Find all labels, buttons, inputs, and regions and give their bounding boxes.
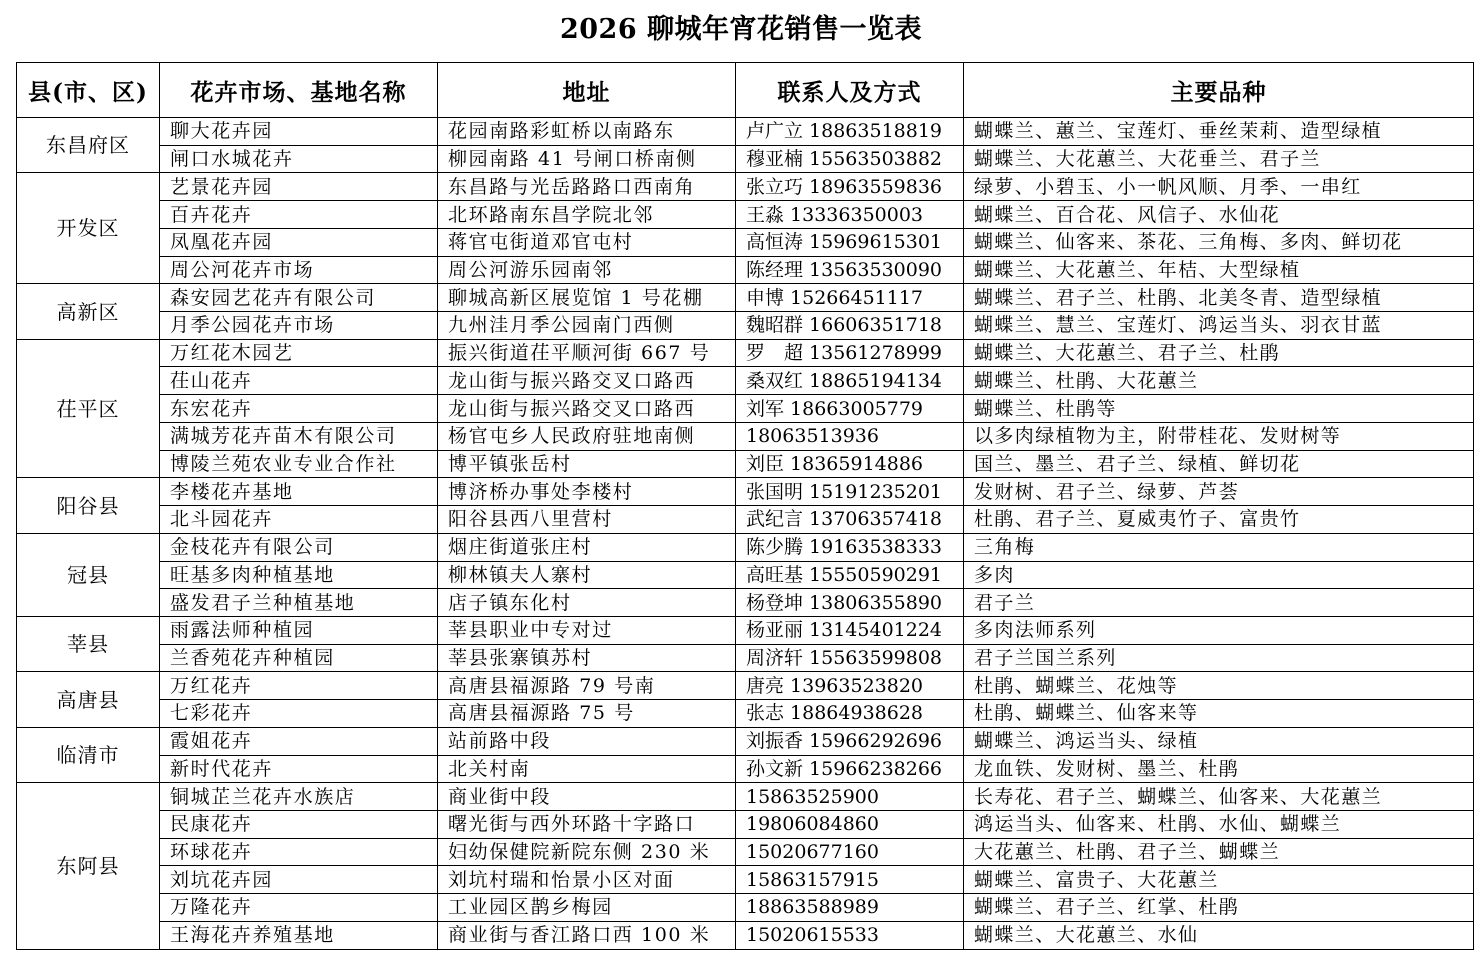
name-cell: 霞姐花卉 xyxy=(160,727,438,755)
contact-cell: 15863157915 xyxy=(736,866,964,894)
address-cell: 北环路南东昌学院北邻 xyxy=(438,201,736,229)
table-row xyxy=(17,783,1474,811)
name-cell: 满城芳花卉苗木有限公司 xyxy=(160,422,438,450)
varieties-cell: 蝴蝶兰、百合花、风信子、水仙花 xyxy=(964,201,1474,229)
contact-cell: 18863588989 xyxy=(736,894,964,922)
address-cell: 周公河游乐园南邻 xyxy=(438,256,736,284)
contact-cell: 罗 超 13561278999 xyxy=(736,339,964,367)
varieties-cell: 蝴蝶兰、君子兰、红掌、杜鹃 xyxy=(964,894,1474,922)
varieties-cell: 蝴蝶兰、大花蕙兰、水仙 xyxy=(964,921,1474,949)
name-cell: 艺景花卉园 xyxy=(160,173,438,201)
address-cell: 妇幼保健院新院东侧 230 米 xyxy=(438,838,736,866)
table-row xyxy=(17,118,1474,146)
table-row xyxy=(17,339,1474,367)
varieties-cell: 多肉法师系列 xyxy=(964,616,1474,644)
varieties-cell: 君子兰国兰系列 xyxy=(964,644,1474,672)
address-cell: 高唐县福源路 75 号 xyxy=(438,700,736,728)
table-row xyxy=(17,561,1474,589)
name-cell: 万隆花卉 xyxy=(160,894,438,922)
table-row xyxy=(17,506,1474,534)
name-cell: 东宏花卉 xyxy=(160,395,438,423)
address-cell: 博济桥办事处李楼村 xyxy=(438,478,736,506)
address-cell: 刘坑村瑞和怡景小区对面 xyxy=(438,866,736,894)
table-row xyxy=(17,810,1474,838)
table-row xyxy=(17,228,1474,256)
name-cell: 盛发君子兰种植基地 xyxy=(160,589,438,617)
name-cell: 万红花卉 xyxy=(160,672,438,700)
name-cell: 新时代花卉 xyxy=(160,755,438,783)
varieties-cell: 龙血铁、发财树、墨兰、杜鹃 xyxy=(964,755,1474,783)
table-row xyxy=(17,672,1474,700)
name-cell: 博陵兰苑农业专业合作社 xyxy=(160,450,438,478)
contact-cell: 桑双红 18865194134 xyxy=(736,367,964,395)
contact-cell: 穆亚楠 15563503882 xyxy=(736,145,964,173)
name-cell: 铜城芷兰花卉水族店 xyxy=(160,783,438,811)
table-header-row xyxy=(17,63,1474,118)
column-header-varieties: 主要品种 xyxy=(964,63,1474,118)
contact-cell: 张立巧 18963559836 xyxy=(736,173,964,201)
name-cell: 森安园艺花卉有限公司 xyxy=(160,284,438,312)
address-cell: 站前路中段 xyxy=(438,727,736,755)
table-row xyxy=(17,450,1474,478)
name-cell: 万红花木园艺 xyxy=(160,339,438,367)
address-cell: 商业街中段 xyxy=(438,783,736,811)
contact-cell: 陈少腾 19163538333 xyxy=(736,533,964,561)
contact-cell: 刘臣 18365914886 xyxy=(736,450,964,478)
table-row xyxy=(17,533,1474,561)
varieties-cell: 蝴蝶兰、大花蕙兰、年桔、大型绿植 xyxy=(964,256,1474,284)
table-row xyxy=(17,921,1474,949)
contact-cell: 陈经理 13563530090 xyxy=(736,256,964,284)
contact-cell: 申博 15266451117 xyxy=(736,284,964,312)
varieties-cell: 蝴蝶兰、杜鹃、大花蕙兰 xyxy=(964,367,1474,395)
name-cell: 民康花卉 xyxy=(160,810,438,838)
table-row xyxy=(17,312,1474,340)
table-row xyxy=(17,256,1474,284)
table-row xyxy=(17,838,1474,866)
table-row xyxy=(17,589,1474,617)
varieties-cell: 三角梅 xyxy=(964,533,1474,561)
table-body xyxy=(17,118,1474,950)
varieties-cell: 杜鹃、蝴蝶兰、花烛等 xyxy=(964,672,1474,700)
county-cell: 阳谷县 xyxy=(17,478,160,533)
contact-cell: 张志 18864938628 xyxy=(736,700,964,728)
varieties-cell: 蝴蝶兰、慧兰、宝莲灯、鸿运当头、羽衣甘蓝 xyxy=(964,312,1474,340)
county-cell: 高新区 xyxy=(17,284,160,339)
name-cell: 旺基多肉种植基地 xyxy=(160,561,438,589)
contact-cell: 刘军 18663005779 xyxy=(736,395,964,423)
address-cell: 莘县职业中专对过 xyxy=(438,616,736,644)
address-cell: 龙山街与振兴路交叉口路西 xyxy=(438,367,736,395)
contact-cell: 唐亮 13963523820 xyxy=(736,672,964,700)
address-cell: 北关村南 xyxy=(438,755,736,783)
name-cell: 李楼花卉基地 xyxy=(160,478,438,506)
address-cell: 商业街与香江路口西 100 米 xyxy=(438,921,736,949)
address-cell: 花园南路彩虹桥以南路东 xyxy=(438,118,736,146)
name-cell: 七彩花卉 xyxy=(160,700,438,728)
address-cell: 龙山街与振兴路交叉口路西 xyxy=(438,395,736,423)
county-cell: 东阿县 xyxy=(17,783,160,950)
contact-cell: 15863525900 xyxy=(736,783,964,811)
column-header-county: 县(市、区) xyxy=(17,63,160,118)
name-cell: 兰香苑花卉种植园 xyxy=(160,644,438,672)
name-cell: 百卉花卉 xyxy=(160,201,438,229)
varieties-cell: 蝴蝶兰、富贵子、大花蕙兰 xyxy=(964,866,1474,894)
contact-cell: 刘振香 15966292696 xyxy=(736,727,964,755)
varieties-cell: 蝴蝶兰、大花蕙兰、君子兰、杜鹃 xyxy=(964,339,1474,367)
varieties-cell: 杜鹃、君子兰、夏威夷竹子、富贵竹 xyxy=(964,506,1474,534)
varieties-cell: 杜鹃、蝴蝶兰、仙客来等 xyxy=(964,700,1474,728)
contact-cell: 杨登坤 13806355890 xyxy=(736,589,964,617)
contact-cell: 王淼 13336350003 xyxy=(736,201,964,229)
address-cell: 九州洼月季公园南门西侧 xyxy=(438,312,736,340)
address-cell: 柳园南路 41 号闸口桥南侧 xyxy=(438,145,736,173)
contact-cell: 周济轩 15563599808 xyxy=(736,644,964,672)
name-cell: 闸口水城花卉 xyxy=(160,145,438,173)
address-cell: 柳林镇夫人寨村 xyxy=(438,561,736,589)
column-header-name: 花卉市场、基地名称 xyxy=(160,63,438,118)
contact-cell: 卢广立 18863518819 xyxy=(736,118,964,146)
varieties-cell: 以多肉绿植物为主，附带桂花、发财树等 xyxy=(964,422,1474,450)
contact-cell: 19806084860 xyxy=(736,810,964,838)
address-cell: 高唐县福源路 79 号南 xyxy=(438,672,736,700)
table-row xyxy=(17,700,1474,728)
varieties-cell: 君子兰 xyxy=(964,589,1474,617)
table-row xyxy=(17,866,1474,894)
name-cell: 凤凰花卉园 xyxy=(160,228,438,256)
table-row xyxy=(17,201,1474,229)
varieties-cell: 多肉 xyxy=(964,561,1474,589)
contact-cell: 15020677160 xyxy=(736,838,964,866)
sales-table xyxy=(16,62,1474,950)
address-cell: 博平镇张岳村 xyxy=(438,450,736,478)
varieties-cell: 蝴蝶兰、鸿运当头、绿植 xyxy=(964,727,1474,755)
contact-cell: 杨亚丽 13145401224 xyxy=(736,616,964,644)
contact-cell: 15020615533 xyxy=(736,921,964,949)
address-cell: 聊城高新区展览馆 1 号花棚 xyxy=(438,284,736,312)
contact-cell: 高旺基 15550590291 xyxy=(736,561,964,589)
table-row xyxy=(17,616,1474,644)
varieties-cell: 大花蕙兰、杜鹃、君子兰、蝴蝶兰 xyxy=(964,838,1474,866)
name-cell: 月季公园花卉市场 xyxy=(160,312,438,340)
table-row xyxy=(17,422,1474,450)
address-cell: 曙光街与西外环路十字路口 xyxy=(438,810,736,838)
table-row xyxy=(17,478,1474,506)
table-row xyxy=(17,755,1474,783)
address-cell: 振兴街道茌平顺河街 667 号 xyxy=(438,339,736,367)
table-row xyxy=(17,395,1474,423)
table-row xyxy=(17,894,1474,922)
county-cell: 开发区 xyxy=(17,173,160,284)
county-cell: 冠县 xyxy=(17,533,160,616)
name-cell: 王海花卉养殖基地 xyxy=(160,921,438,949)
contact-cell: 孙文新 15966238266 xyxy=(736,755,964,783)
name-cell: 北斗园花卉 xyxy=(160,506,438,534)
varieties-cell: 蝴蝶兰、君子兰、杜鹃、北美冬青、造型绿植 xyxy=(964,284,1474,312)
column-header-address: 地址 xyxy=(438,63,736,118)
address-cell: 东昌路与光岳路路口西南角 xyxy=(438,173,736,201)
table-row xyxy=(17,367,1474,395)
name-cell: 雨露法师种植园 xyxy=(160,616,438,644)
county-cell: 高唐县 xyxy=(17,672,160,727)
contact-cell: 武纪言 13706357418 xyxy=(736,506,964,534)
address-cell: 烟庄街道张庄村 xyxy=(438,533,736,561)
page-title: 2026 聊城年宵花销售一览表 xyxy=(559,14,923,45)
varieties-cell: 国兰、墨兰、君子兰、绿植、鲜切花 xyxy=(964,450,1474,478)
table-row xyxy=(17,727,1474,755)
contact-cell: 高恒涛 15969615301 xyxy=(736,228,964,256)
table-row xyxy=(17,284,1474,312)
address-cell: 店子镇东化村 xyxy=(438,589,736,617)
contact-cell: 18063513936 xyxy=(736,422,964,450)
county-cell: 莘县 xyxy=(17,616,160,671)
county-cell: 茌平区 xyxy=(17,339,160,478)
varieties-cell: 鸿运当头、仙客来、杜鹃、水仙、蝴蝶兰 xyxy=(964,810,1474,838)
column-header-contact: 联系人及方式 xyxy=(736,63,964,118)
varieties-cell: 蝴蝶兰、仙客来、茶花、三角梅、多肉、鲜切花 xyxy=(964,228,1474,256)
table-row xyxy=(17,145,1474,173)
contact-cell: 魏昭群 16606351718 xyxy=(736,312,964,340)
name-cell: 聊大花卉园 xyxy=(160,118,438,146)
name-cell: 周公河花卉市场 xyxy=(160,256,438,284)
address-cell: 阳谷县西八里营村 xyxy=(438,506,736,534)
address-cell: 蒋官屯街道邓官屯村 xyxy=(438,228,736,256)
varieties-cell: 发财树、君子兰、绿萝、芦荟 xyxy=(964,478,1474,506)
county-cell: 临清市 xyxy=(17,727,160,782)
name-cell: 金枝花卉有限公司 xyxy=(160,533,438,561)
name-cell: 刘坑花卉园 xyxy=(160,866,438,894)
address-cell: 莘县张寨镇苏村 xyxy=(438,644,736,672)
varieties-cell: 长寿花、君子兰、蝴蝶兰、仙客来、大花蕙兰 xyxy=(964,783,1474,811)
varieties-cell: 蝴蝶兰、杜鹃等 xyxy=(964,395,1474,423)
varieties-cell: 蝴蝶兰、蕙兰、宝莲灯、垂丝茉莉、造型绿植 xyxy=(964,118,1474,146)
contact-cell: 张国明 15191235201 xyxy=(736,478,964,506)
address-cell: 杨官屯乡人民政府驻地南侧 xyxy=(438,422,736,450)
varieties-cell: 绿萝、小碧玉、小一帆风顺、月季、一串红 xyxy=(964,173,1474,201)
table-row xyxy=(17,644,1474,672)
varieties-cell: 蝴蝶兰、大花蕙兰、大花垂兰、君子兰 xyxy=(964,145,1474,173)
name-cell: 环球花卉 xyxy=(160,838,438,866)
address-cell: 工业园区鹊乡梅园 xyxy=(438,894,736,922)
table-row xyxy=(17,173,1474,201)
county-cell: 东昌府区 xyxy=(17,118,160,173)
name-cell: 茌山花卉 xyxy=(160,367,438,395)
